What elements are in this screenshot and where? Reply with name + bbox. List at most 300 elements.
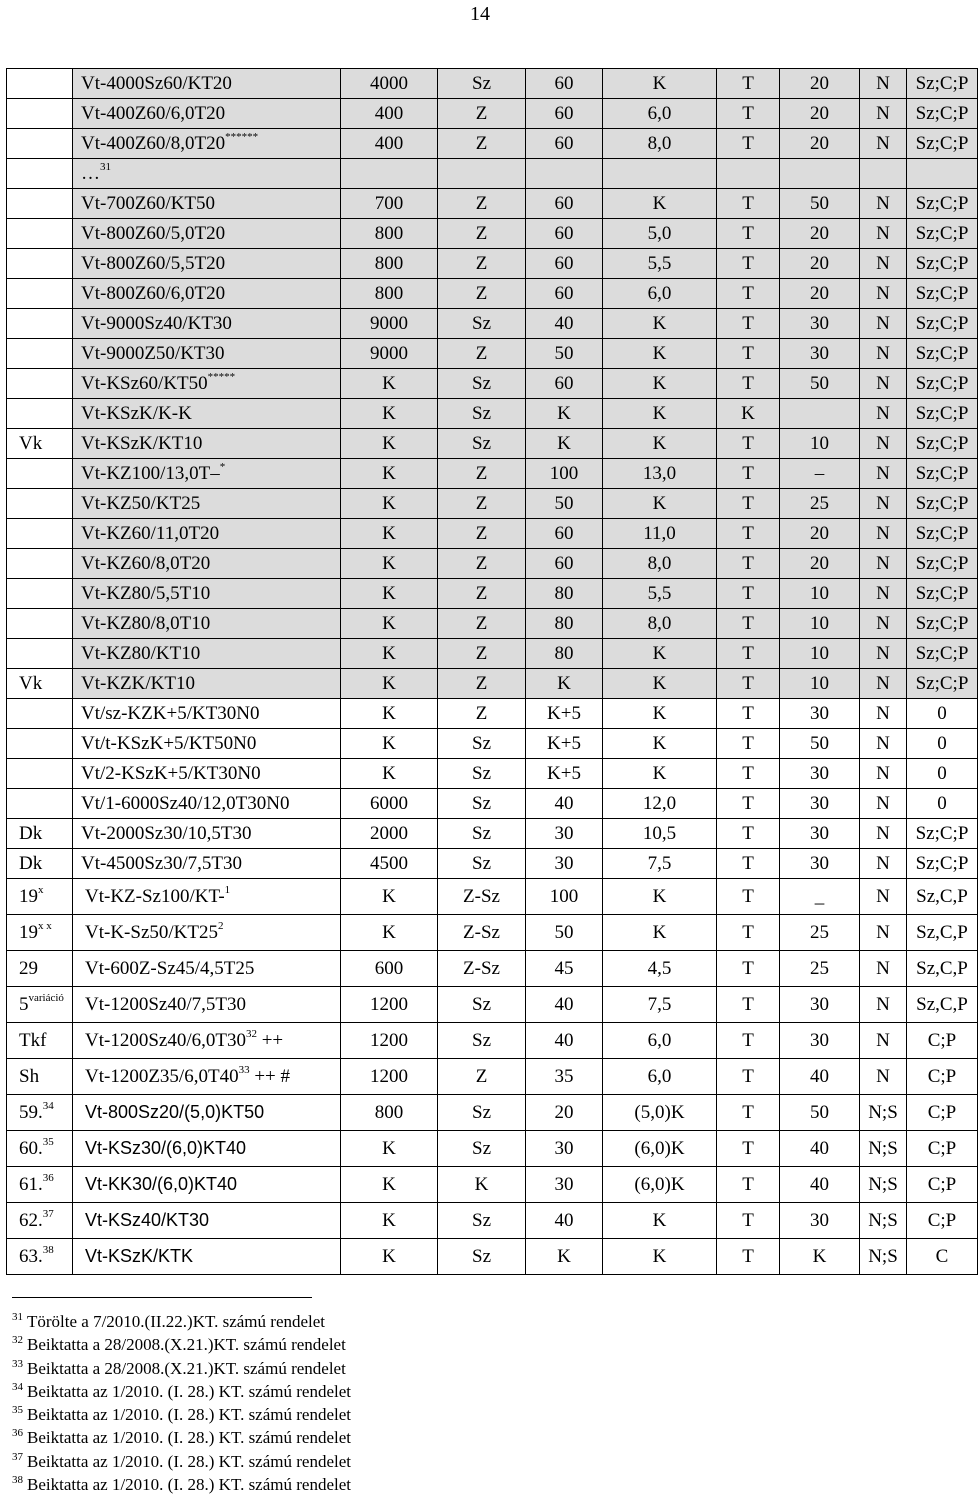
zone-code: Vt-KZ80/8,0T10 (81, 613, 211, 634)
zone-value-cell: Sz,C,P (907, 879, 978, 915)
zone-prefix: 60. (19, 1138, 43, 1159)
zone-value-cell: N;S (860, 1167, 907, 1203)
zone-value-cell: 20 (780, 519, 860, 549)
zone-prefix-cell (7, 429, 73, 459)
zone-code: Vt-KSz30/(6,0)KT40 (85, 1138, 247, 1158)
zone-code-cell (73, 279, 341, 309)
zone-value-cell: Sz;C;P (907, 489, 978, 519)
zone-code-cell (73, 849, 341, 879)
zone-value-cell: 20 (526, 1095, 603, 1131)
zone-value-cell: Sz (438, 987, 526, 1023)
zone-value-cell: Z (438, 519, 526, 549)
zone-code-cell (73, 309, 341, 339)
zone-value-cell: 10 (780, 429, 860, 459)
zone-code-cell (73, 489, 341, 519)
zone-value-cell: Sz (438, 729, 526, 759)
zone-prefix-cell (7, 699, 73, 729)
zone-code-superscript: ***** (207, 371, 236, 383)
zone-value-cell: 4000 (341, 69, 438, 99)
zone-value-cell: Sz (438, 399, 526, 429)
zone-value-cell: N (860, 309, 907, 339)
zone-value-cell: K (603, 339, 717, 369)
zone-code-cell (73, 579, 341, 609)
zone-code-cell (73, 729, 341, 759)
zone-code-cell (73, 1059, 341, 1095)
zone-value-cell: T (717, 699, 780, 729)
zone-value-cell: 60 (526, 129, 603, 159)
zone-code: Vt-KZ100/13,0T– (81, 463, 220, 484)
table-row (7, 369, 978, 399)
zone-code: Vt/sz-KZK+5/KT30N0 (81, 703, 260, 724)
zone-value-cell: K (438, 1167, 526, 1203)
zone-prefix-cell (7, 579, 73, 609)
zone-value-cell: 50 (780, 1095, 860, 1131)
zone-code: Vt-KSz60/KT50 (81, 373, 208, 394)
zone-code-cell (73, 819, 341, 849)
zone-value-cell: Z (438, 219, 526, 249)
table-row (7, 1095, 978, 1131)
footnote (12, 1450, 351, 1473)
zone-value-cell: 4,5 (603, 951, 717, 987)
zone-value-cell: 12,0 (603, 789, 717, 819)
zone-value-cell: K+5 (526, 729, 603, 759)
zone-code-cell (73, 1095, 341, 1131)
zone-code-cell (73, 879, 341, 915)
zone-value-cell: T (717, 459, 780, 489)
zone-value-cell: N (860, 279, 907, 309)
footnotes (12, 1297, 351, 1496)
footnote-separator (12, 1297, 312, 1298)
zone-value-cell: Z (438, 639, 526, 669)
table-row (7, 669, 978, 699)
zone-value-cell: C;P (907, 1131, 978, 1167)
zone-value-cell: C;P (907, 1167, 978, 1203)
zone-value-cell: 20 (780, 69, 860, 99)
zone-code: Vt-KSzK/K-K (81, 403, 192, 424)
table-row (7, 519, 978, 549)
table-row (7, 1239, 978, 1275)
zone-value-cell: Sz;C;P (907, 609, 978, 639)
zoning-table (6, 68, 978, 1275)
zone-value-cell: Z-Sz (438, 915, 526, 951)
zone-value-cell: Sz;C;P (907, 849, 978, 879)
footnote-number: 31 (12, 1311, 23, 1323)
zone-code: Vt-800Z60/5,5T20 (81, 253, 226, 274)
zone-value-cell: T (717, 549, 780, 579)
zone-value-cell: N;S (860, 1131, 907, 1167)
zone-code-superscript: ****** (225, 131, 259, 143)
table-row (7, 1023, 978, 1059)
zone-prefix-cell (7, 789, 73, 819)
zone-code-suffix: ++ # (249, 1066, 291, 1087)
zone-value-cell: N (860, 987, 907, 1023)
zone-value-cell: 100 (526, 879, 603, 915)
zone-value-cell: N (860, 1023, 907, 1059)
zone-prefix-cell (7, 129, 73, 159)
zone-value-cell: K (341, 669, 438, 699)
zone-value-cell: T (717, 729, 780, 759)
zone-value-cell: K (603, 759, 717, 789)
zone-value-cell: Sz;C;P (907, 579, 978, 609)
zone-value-cell (860, 159, 907, 189)
zone-value-cell: 9000 (341, 339, 438, 369)
footnote-number: 38 (12, 1474, 23, 1487)
zone-value-cell: N;S (860, 1239, 907, 1275)
zone-value-cell: 40 (780, 1059, 860, 1095)
zone-value-cell: 30 (526, 1167, 603, 1203)
zone-value-cell: Sz;C;P (907, 549, 978, 579)
zone-value-cell: T (717, 1131, 780, 1167)
zone-value-cell: 30 (526, 1131, 603, 1167)
zone-value-cell: T (717, 519, 780, 549)
zone-value-cell: 13,0 (603, 459, 717, 489)
zone-value-cell: 50 (780, 729, 860, 759)
zone-prefix-cell (7, 69, 73, 99)
zone-value-cell: N (860, 951, 907, 987)
footnote-text: Törölte a 7/2010.(II.22.)KT. számú rendelet (27, 1312, 326, 1331)
zone-code: Vt-KZ60/11,0T20 (81, 523, 220, 544)
zone-value-cell: N (860, 1059, 907, 1095)
zone-prefix-cell (7, 189, 73, 219)
zone-value-cell: 600 (341, 951, 438, 987)
zone-value-cell: Z (438, 249, 526, 279)
zone-value-cell: Sz (438, 1095, 526, 1131)
zone-value-cell (341, 159, 438, 189)
zone-value-cell: 50 (780, 369, 860, 399)
table-row (7, 579, 978, 609)
zone-value-cell: N (860, 699, 907, 729)
zone-prefix-superscript: 34 (42, 1100, 54, 1112)
zone-value-cell: Sz (438, 1131, 526, 1167)
zone-value-cell: T (717, 1059, 780, 1095)
zone-value-cell: 800 (341, 1095, 438, 1131)
zone-prefix-cell (7, 159, 73, 189)
zone-value-cell: Z (438, 699, 526, 729)
zone-value-cell: Z (438, 549, 526, 579)
zone-value-cell: K (603, 399, 717, 429)
zone-value-cell: 50 (526, 489, 603, 519)
zone-value-cell: T (717, 489, 780, 519)
zone-value-cell: T (717, 789, 780, 819)
zone-prefix-cell (7, 849, 73, 879)
zone-value-cell: N (860, 915, 907, 951)
zone-prefix-superscript: x x (38, 920, 52, 932)
zone-value-cell: 20 (780, 549, 860, 579)
zone-value-cell: Sz;C;P (907, 669, 978, 699)
zone-code: Vt-KZ80/KT10 (81, 643, 201, 664)
zone-value-cell: Sz (438, 759, 526, 789)
zone-value-cell: N (860, 339, 907, 369)
zone-value-cell: Sz;C;P (907, 309, 978, 339)
zone-value-cell: 40 (526, 1023, 603, 1059)
zone-value-cell: 80 (526, 639, 603, 669)
zone-value-cell: (6,0)K (603, 1167, 717, 1203)
zone-value-cell: K+5 (526, 699, 603, 729)
zone-value-cell: 0 (907, 699, 978, 729)
zone-value-cell: Sz;C;P (907, 459, 978, 489)
zone-value-cell: K (341, 399, 438, 429)
zone-prefix: Vk (19, 433, 43, 454)
zone-code: Vt-KSzK/KT10 (81, 433, 203, 454)
zone-value-cell: T (717, 279, 780, 309)
footnote (12, 1310, 351, 1333)
zone-code: Vt/1-6000Sz40/12,0T30N0 (81, 793, 290, 814)
zone-prefix-cell (7, 489, 73, 519)
zone-prefix-cell (7, 951, 73, 987)
zone-code-superscript: * (219, 461, 226, 473)
footnote-number: 33 (12, 1357, 23, 1370)
zone-value-cell: 6000 (341, 789, 438, 819)
footnote-text: Beiktatta az 1/2010. (I. 28.) KT. számú rendelet (27, 1451, 351, 1471)
zone-value-cell: K (341, 729, 438, 759)
zone-value-cell: N (860, 639, 907, 669)
zone-value-cell: T (717, 849, 780, 879)
zone-code-cell (73, 369, 341, 399)
table-row (7, 429, 978, 459)
zone-value-cell: Sz (438, 849, 526, 879)
zone-value-cell: T (717, 339, 780, 369)
zone-value-cell: Sz,C,P (907, 987, 978, 1023)
zone-prefix: 62. (19, 1210, 43, 1231)
zone-value-cell: 800 (341, 279, 438, 309)
zone-value-cell: N (860, 849, 907, 879)
zone-value-cell: T (717, 249, 780, 279)
zone-value-cell: 40 (780, 1131, 860, 1167)
zone-code: Vt-800Sz20/(5,0)KT50 (85, 1102, 265, 1122)
zone-value-cell: 45 (526, 951, 603, 987)
zone-value-cell: 700 (341, 189, 438, 219)
zone-value-cell: T (717, 129, 780, 159)
zone-value-cell: Sz;C;P (907, 519, 978, 549)
table-row (7, 309, 978, 339)
zone-value-cell: 10 (780, 609, 860, 639)
zone-value-cell: 6,0 (603, 99, 717, 129)
zone-value-cell: Sz;C;P (907, 99, 978, 129)
zone-value-cell: 7,5 (603, 987, 717, 1023)
zone-value-cell: 40 (526, 309, 603, 339)
zone-prefix-cell (7, 1023, 73, 1059)
zone-prefix: 19 (19, 922, 38, 943)
zone-value-cell: (5,0)K (603, 1095, 717, 1131)
zone-prefix-cell (7, 369, 73, 399)
table-row (7, 759, 978, 789)
zone-value-cell: 30 (780, 309, 860, 339)
page-number: 14 (470, 3, 490, 25)
zone-code-cell (73, 669, 341, 699)
zone-value-cell: Sz;C;P (907, 279, 978, 309)
zone-value-cell: 40 (526, 1203, 603, 1239)
zone-code: Vt/t-KSzK+5/KT50N0 (81, 733, 257, 754)
zone-value-cell: 8,0 (603, 129, 717, 159)
zone-code: Vt-2000Sz30/10,5T30 (81, 823, 252, 844)
zone-value-cell: Sz;C;P (907, 339, 978, 369)
zone-value-cell: C;P (907, 1023, 978, 1059)
zone-value-cell: K (603, 699, 717, 729)
zone-value-cell: N (860, 459, 907, 489)
footnote-list (12, 1310, 351, 1496)
zone-value-cell: T (717, 669, 780, 699)
zone-value-cell: 20 (780, 249, 860, 279)
zone-value-cell: K (341, 459, 438, 489)
zone-value-cell: T (717, 1023, 780, 1059)
zone-value-cell: K (341, 639, 438, 669)
zone-value-cell: Sz (438, 819, 526, 849)
zone-value-cell: 60 (526, 69, 603, 99)
zone-value-cell: 10 (780, 669, 860, 699)
zone-prefix-superscript: 37 (42, 1208, 54, 1220)
zone-value-cell: 30 (780, 759, 860, 789)
zone-code-cell (73, 219, 341, 249)
zone-prefix: 5 (19, 994, 29, 1015)
zone-value-cell: Sz;C;P (907, 819, 978, 849)
zone-value-cell: Z (438, 189, 526, 219)
table-row (7, 249, 978, 279)
footnote-text: Beiktatta a 28/2008.(X.21.)KT. számú rendelet (27, 1358, 346, 1378)
zone-value-cell: 60 (526, 189, 603, 219)
table-row (7, 189, 978, 219)
zone-prefix-cell (7, 249, 73, 279)
footnote (12, 1473, 351, 1496)
zone-code: Vt-400Z60/6,0T20 (81, 103, 226, 124)
zone-prefix: Tkf (19, 1030, 47, 1051)
zone-value-cell: Z (438, 99, 526, 129)
zone-code: Vt-KZ-Sz100/KT- (85, 886, 225, 907)
zone-value-cell: K (341, 699, 438, 729)
zone-value-cell: T (717, 915, 780, 951)
zone-value-cell: 50 (526, 915, 603, 951)
zone-value-cell: N (860, 729, 907, 759)
zone-value-cell: Z-Sz (438, 951, 526, 987)
zone-prefix-cell (7, 339, 73, 369)
zone-value-cell: K (341, 915, 438, 951)
zone-value-cell: Z (438, 459, 526, 489)
zone-value-cell: 100 (526, 459, 603, 489)
zone-value-cell (438, 159, 526, 189)
zone-prefix-cell (7, 399, 73, 429)
zone-value-cell: 1200 (341, 1023, 438, 1059)
footnote-number: 36 (12, 1427, 23, 1440)
zone-value-cell: 30 (526, 849, 603, 879)
zone-prefix-cell (7, 987, 73, 1023)
zone-value-cell: K (341, 519, 438, 549)
zone-value-cell: T (717, 1167, 780, 1203)
zone-value-cell: 0 (907, 789, 978, 819)
zone-value-cell: 50 (526, 339, 603, 369)
zone-value-cell: 8,0 (603, 549, 717, 579)
zone-value-cell: 10 (780, 579, 860, 609)
zone-value-cell: K (341, 549, 438, 579)
zone-value-cell: Z (438, 129, 526, 159)
zone-value-cell: Z (438, 489, 526, 519)
table-row (7, 159, 978, 189)
zone-prefix: Dk (19, 853, 43, 874)
zone-prefix: Vk (19, 673, 43, 694)
zone-value-cell: 8,0 (603, 609, 717, 639)
zone-value-cell: 20 (780, 129, 860, 159)
zone-code: Vt-800Z60/5,0T20 (81, 223, 226, 244)
zone-code: Vt-4000Sz60/KT20 (81, 73, 232, 94)
zone-prefix-cell (7, 1239, 73, 1275)
zone-value-cell: 20 (780, 279, 860, 309)
zone-value-cell: 60 (526, 519, 603, 549)
zone-value-cell: 30 (780, 849, 860, 879)
table-row (7, 69, 978, 99)
zone-value-cell: T (717, 189, 780, 219)
zone-value-cell: K (526, 399, 603, 429)
zone-prefix: 19 (19, 886, 38, 907)
zone-prefix-cell (7, 1167, 73, 1203)
zone-value-cell: 60 (526, 219, 603, 249)
zone-value-cell: N (860, 519, 907, 549)
zone-value-cell: K (780, 1239, 860, 1275)
zone-code: Vt-KK30/(6,0)KT40 (85, 1174, 238, 1194)
table-row (7, 699, 978, 729)
zone-code-cell (73, 1203, 341, 1239)
zone-value-cell: K (341, 489, 438, 519)
zone-code-cell (73, 69, 341, 99)
zone-value-cell: 400 (341, 129, 438, 159)
zone-code: Vt-400Z60/8,0T20 (81, 133, 226, 154)
zone-value-cell: N (860, 249, 907, 279)
zone-value-cell: K (603, 429, 717, 459)
zone-code: … (81, 163, 100, 184)
zone-value-cell: T (717, 951, 780, 987)
zone-prefix-superscript: x (38, 884, 44, 896)
zone-prefix-cell (7, 279, 73, 309)
zone-code: Vt-KZK/KT10 (81, 673, 195, 694)
zone-value-cell: 1200 (341, 987, 438, 1023)
zone-code: Vt-9000Z50/KT30 (81, 343, 225, 364)
zone-value-cell: T (717, 819, 780, 849)
zone-value-cell: Sz (438, 429, 526, 459)
zone-value-cell: K (603, 489, 717, 519)
zone-value-cell: Sz;C;P (907, 369, 978, 399)
zone-value-cell: 800 (341, 219, 438, 249)
zone-code: Vt-1200Z35/6,0T40 (85, 1066, 239, 1087)
zone-value-cell (780, 159, 860, 189)
zone-value-cell: T (717, 759, 780, 789)
zone-value-cell: K (341, 369, 438, 399)
zone-value-cell: 40 (526, 987, 603, 1023)
table-row (7, 987, 978, 1023)
zone-value-cell: 10 (780, 639, 860, 669)
zone-value-cell: K (603, 369, 717, 399)
zone-value-cell: K (341, 1203, 438, 1239)
table-row (7, 99, 978, 129)
zone-code: Vt-KZ80/5,5T10 (81, 583, 211, 604)
zone-value-cell: T (717, 639, 780, 669)
zone-code-cell (73, 399, 341, 429)
zone-prefix-cell (7, 609, 73, 639)
zone-code-cell (73, 429, 341, 459)
zone-value-cell: N (860, 579, 907, 609)
zone-value-cell: K (341, 1239, 438, 1275)
table-row (7, 399, 978, 429)
zone-value-cell: T (717, 1239, 780, 1275)
zone-value-cell: T (717, 879, 780, 915)
table-row (7, 219, 978, 249)
zone-value-cell: 40 (780, 1167, 860, 1203)
zone-value-cell: N;S (860, 1095, 907, 1131)
zone-value-cell: N (860, 189, 907, 219)
zone-value-cell: Sz;C;P (907, 429, 978, 459)
zone-code: Vt-KSzK/KTK (85, 1246, 194, 1266)
table-row (7, 639, 978, 669)
zone-value-cell: N;S (860, 1203, 907, 1239)
zone-code-superscript: 2 (217, 920, 224, 932)
table-row (7, 819, 978, 849)
zone-value-cell: N (860, 789, 907, 819)
